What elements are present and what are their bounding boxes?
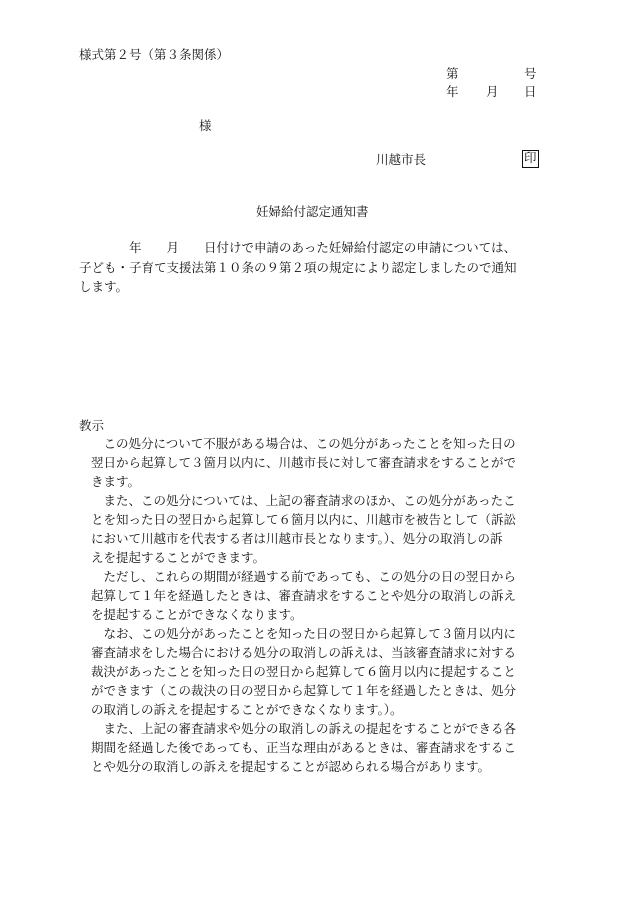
issuer-name: 川越市長 <box>376 152 427 167</box>
instruction-line: 審査請求をした場合における処分の取消しの訴えは、当該審査請求に対する <box>91 645 517 660</box>
date-day: 日 <box>524 84 537 99</box>
date-year: 年 <box>446 84 459 99</box>
issuer-seal: 印 <box>522 150 539 168</box>
instruction-line: 裁決があったことを知った日の翌日から起算して６箇月以内に提起すること <box>91 664 516 679</box>
body-line: 子ども・子育て支援法第１０条の９第２項の規定により認定しましたので通知 <box>79 259 517 275</box>
instruction-heading: 教示 <box>79 418 105 433</box>
instruction-line: ができます（この裁決の日の翌日から起算して１年を経過したときは、処分 <box>91 683 517 698</box>
instruction-line: 翌日から起算して３箇月以内に、川越市長に対して審査請求をすることがで <box>91 455 517 470</box>
instruction-line: ただし、これらの期間が経過する前であっても、この処分の日の翌日から <box>91 569 516 584</box>
instruction-line: えを提起することができます。 <box>91 550 266 565</box>
instruction-line: の取消しの訴えを提起することができなくなります。）。 <box>91 702 403 717</box>
instruction-line: きます。 <box>91 474 141 489</box>
date-month: 月 <box>486 84 499 99</box>
notice-body <box>79 238 517 297</box>
instruction-line: 期間を経過した後であっても、正当な理由があるときは、審査請求をするこ <box>91 740 516 755</box>
instruction-line: とを知った日の翌日から起算して６箇月以内に、川越市を被告として（訴訟 <box>91 512 517 527</box>
instruction-line: また、この処分については、上記の審査請求のほか、この処分があったこ <box>91 493 516 508</box>
instruction-line: この処分について不服がある場合は、この処分があったことを知った日の <box>91 436 516 451</box>
addressee-honorific: 様 <box>199 118 212 133</box>
instruction-line: において川越市を代表する者は川越市長となります。）、処分の取消しの訴 <box>91 531 503 546</box>
instruction-line: 起算して１年を経過したときは、審査請求をすることや処分の取消しの訴え <box>91 588 517 603</box>
instruction-line: また、上記の審査請求や処分の取消しの訴えの提起をすることができる各 <box>91 721 517 736</box>
reference-suffix: 号 <box>524 66 537 81</box>
instruction-line: なお、この処分があったことを知った日の翌日から起算して３箇月以内に <box>91 626 516 641</box>
body-line: します。 <box>79 279 129 294</box>
instruction-line: を提起することができなくなります。 <box>91 607 303 622</box>
form-header: 様式第２号（第３条関係） <box>79 47 230 62</box>
reference-prefix: 第 <box>446 66 459 81</box>
instruction-body <box>91 434 516 776</box>
body-line: 年 月 日付けで申請のあった妊婦給付認定の申請については、 <box>79 240 517 255</box>
document-title: 妊婦給付認定通知書 <box>256 204 369 219</box>
instruction-line: とや処分の取消しの訴えを提起することが認められる場合があります。 <box>91 759 491 774</box>
